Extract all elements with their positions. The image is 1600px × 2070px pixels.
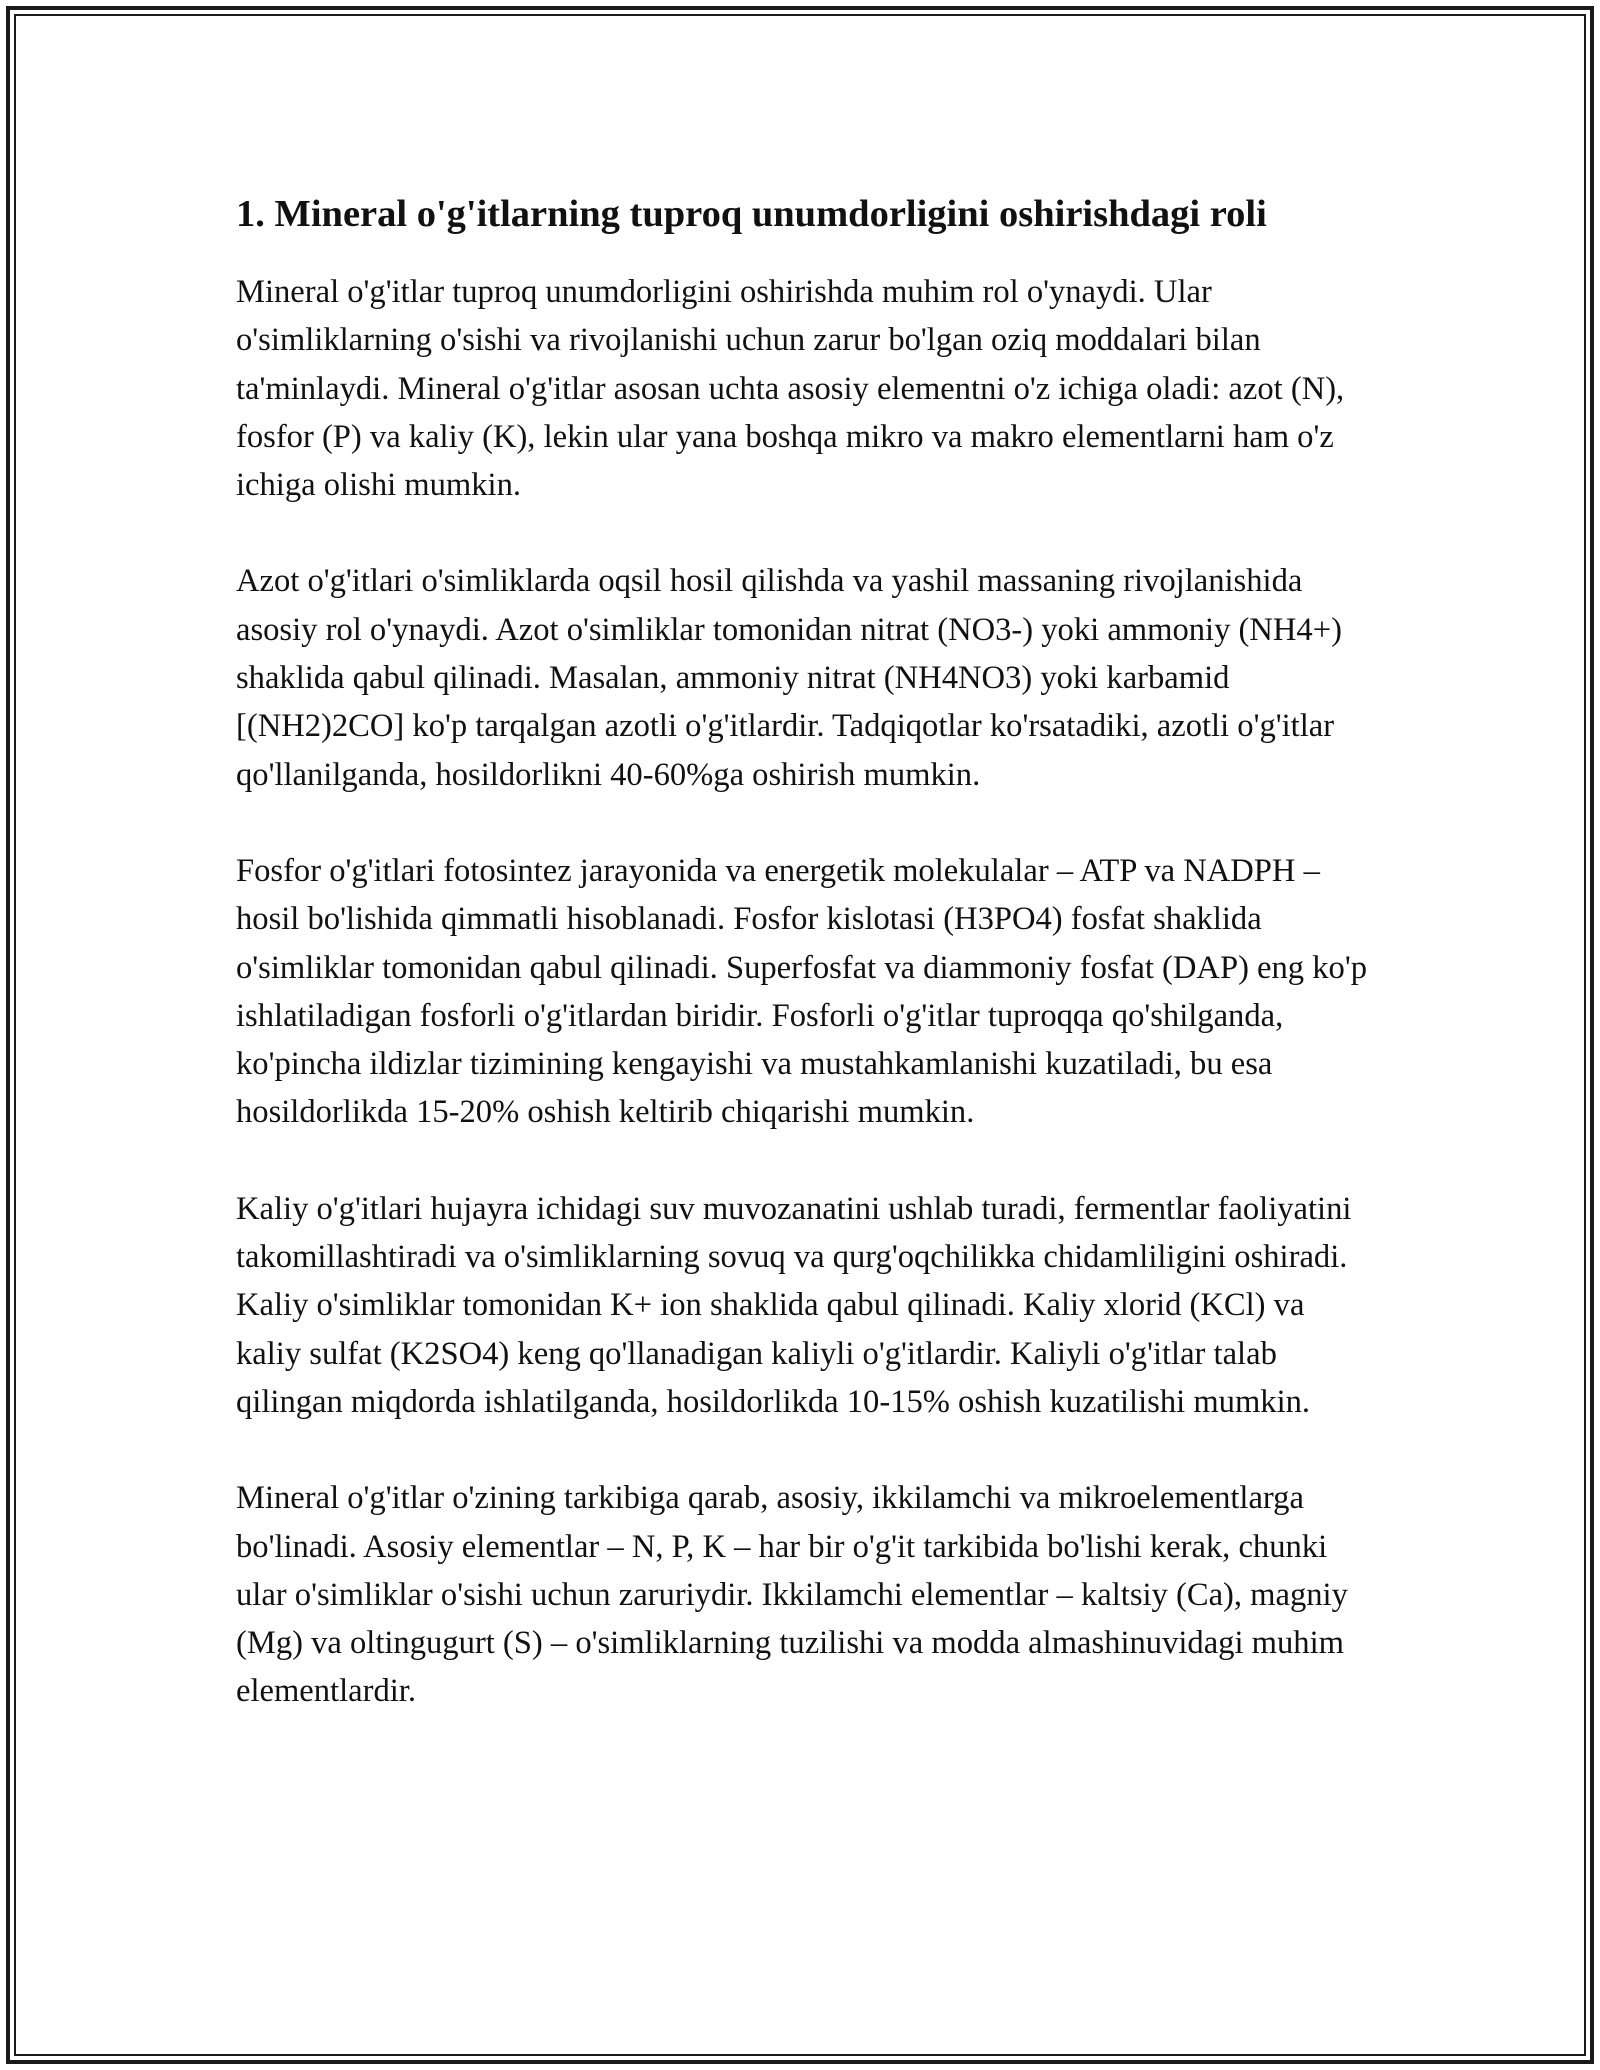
section-heading: 1. Mineral o'g'itlarning tuproq unumdorligini oshirishdagi roli — [236, 193, 1267, 235]
paragraph-phosphorus: Fosfor o'g'itlari fotosintez jarayonida va energetik molekulalar – ATP va NADPH – hosil bo'lishida qimmatli hisoblanadi. Fosfor kislotasi (H3PO4) fosfat shaklida o'simliklar tomonidan qabul qilinadi. Superfosfat va diammoniy fosfat (DAP) eng ko'p ishlatiladigan fosforli o'g'itlardan biridir. Fosforli o'g'itlar tuproqqa qo'shilganda, ko'pincha ildizlar tizimining kengayishi va mustahkamlanishi kuzatiladi, bu esa hosildorlikda 15-20% oshish keltirib chiqarishi mumkin. — [236, 852, 1367, 1131]
paragraph-potassium: Kaliy o'g'itlari hujayra ichidagi suv muvozanatini ushlab turadi, fermentlar faoliyatini takomillashtiradi va o'simliklarning sovuq va qurg'oqchilikka chidamliligini oshiradi. Kaliy o'simliklar tomonidan K+ ion shaklida qabul qilinadi. Kaliy xlorid (KCl) va kaliy sulfat (K2SO4) keng qo'llanadigan kaliyli o'g'itlardir. Kaliyli o'g'itlar talab qilingan miqdorda ishlatilganda, hosildorlikda 10-15% oshish kuzatilishi mumkin. — [236, 1190, 1352, 1420]
paragraph-nitrogen: Azot o'g'itlari o'simliklarda oqsil hosil qilishda va yashil massaning rivojlanishida asosiy rol o'ynaydi. Azot o'simliklar tomonidan nitrat (NO3-) yoki ammoniy (NH4+) shaklida qabul qilinadi. Masalan, ammoniy nitrat (NH4NO3) yoki karbamid [(NH2)2CO] ko'p tarqalgan azotli o'g'itlardir. Tadqiqotlar ko'rsatadiki, azotli o'g'itlar qo'llanilganda, hosildorlikni 40-60%ga oshirish mumkin. — [236, 563, 1342, 793]
document-body — [236, 186, 1376, 1764]
paragraph-intro: Mineral o'g'itlar tuproq unumdorligini oshirishda muhim rol o'ynaydi. Ular o'simliklarning o'sishi va rivojlanishi uchun zarur bo'lgan oziq moddalari bilan ta'minlaydi. Mineral o'g'itlar asosan uchta asosiy elementni o'z ichiga oladi: azot (N), fosfor (P) va kaliy (K), lekin ular yana boshqa mikro va makro elementlarni ham o'z ichiga olishi mumkin. — [236, 274, 1345, 504]
paragraph-classification: Mineral o'g'itlar o'zining tarkibiga qarab, asosiy, ikkilamchi va mikroelementlarga bo'linadi. Asosiy elementlar – N, P, K – har bir o'g'it tarkibida bo'lishi kerak, chunki ular o'simliklar o'sishi uchun zaruriydir. Ikkilamchi elementlar – kaltsiy (Ca), magniy (Mg) va oltingugurt (S) – o'simliklarning tuzilishi va modda almashinuvidagi muhim elementlardir. — [236, 1480, 1348, 1710]
